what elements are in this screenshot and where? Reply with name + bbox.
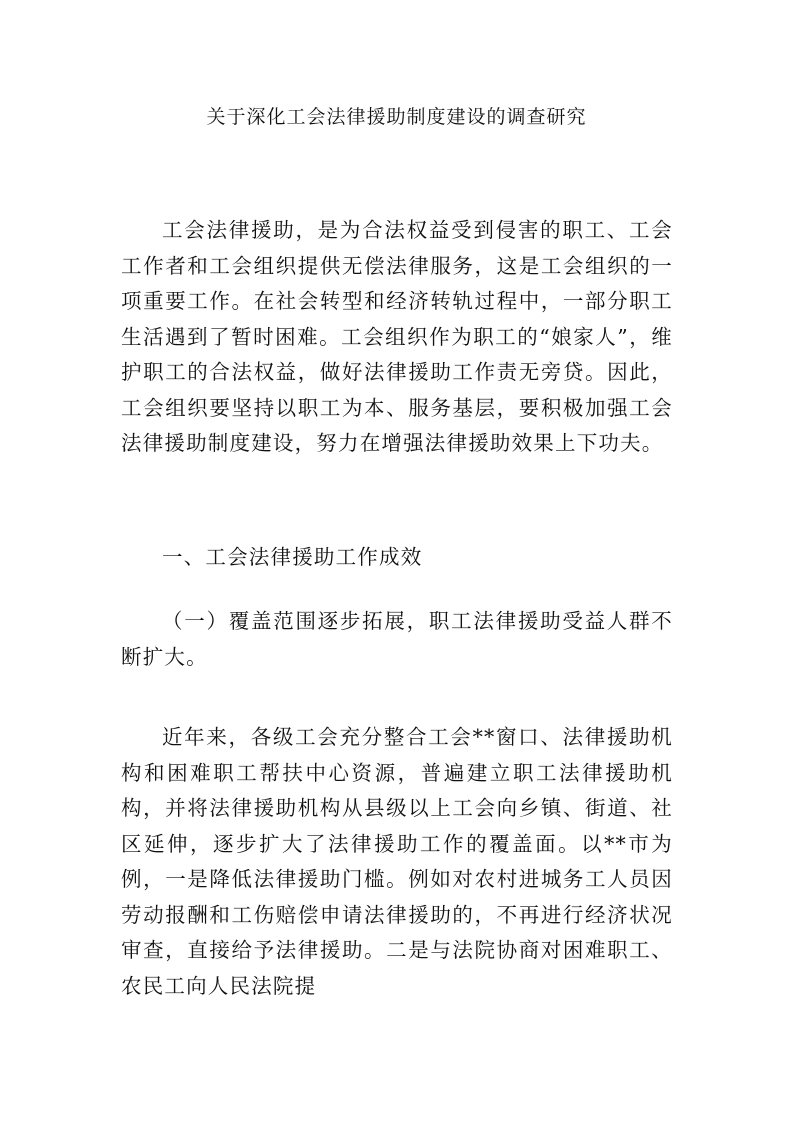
body-paragraph: 近年来，各级工会充分整合工会**窗口、法律援助机构和困难职工帮扶中心资源，普遍建立职工法律援助机构，并将法律援助机构从县级以上工会向乡镇、街道、社区延伸，逐步扩大了法律援助工作的覆盖面。以**市为例，一是降低法律援助门槛。例如对农村进城务工人员因劳动报酬和工伤赔偿申请法律援助的，不再进行经济状况审查，直接给予法律援助。二是与法院协商对困难职工、农民工向人民法院提 bbox=[121, 725, 673, 998]
document-title: 关于深化工会法律援助制度建设的调查研究 bbox=[206, 106, 587, 128]
section-heading: 一、工会法律援助工作成效 bbox=[162, 545, 423, 569]
subsection-heading: （一）覆盖范围逐步拓展，职工法律援助受益人群不断扩大。 bbox=[121, 609, 673, 669]
intro-paragraph: 工会法律援助，是为合法权益受到侵害的职工、工会工作者和工会组织提供无偿法律服务，这是工会组织的一项重要工作。在社会转型和经济转轨过程中，一部分职工生活遇到了暂时困难。工会组织作为职工的“娘家人”，维护职工的合法权益，做好法律援助工作责无旁贷。因此，工会组织要坚持以职工为本、服务基层，要积极加强工会法律援助制度建设，努力在增强法律援助效果上下功夫。 bbox=[121, 218, 673, 455]
